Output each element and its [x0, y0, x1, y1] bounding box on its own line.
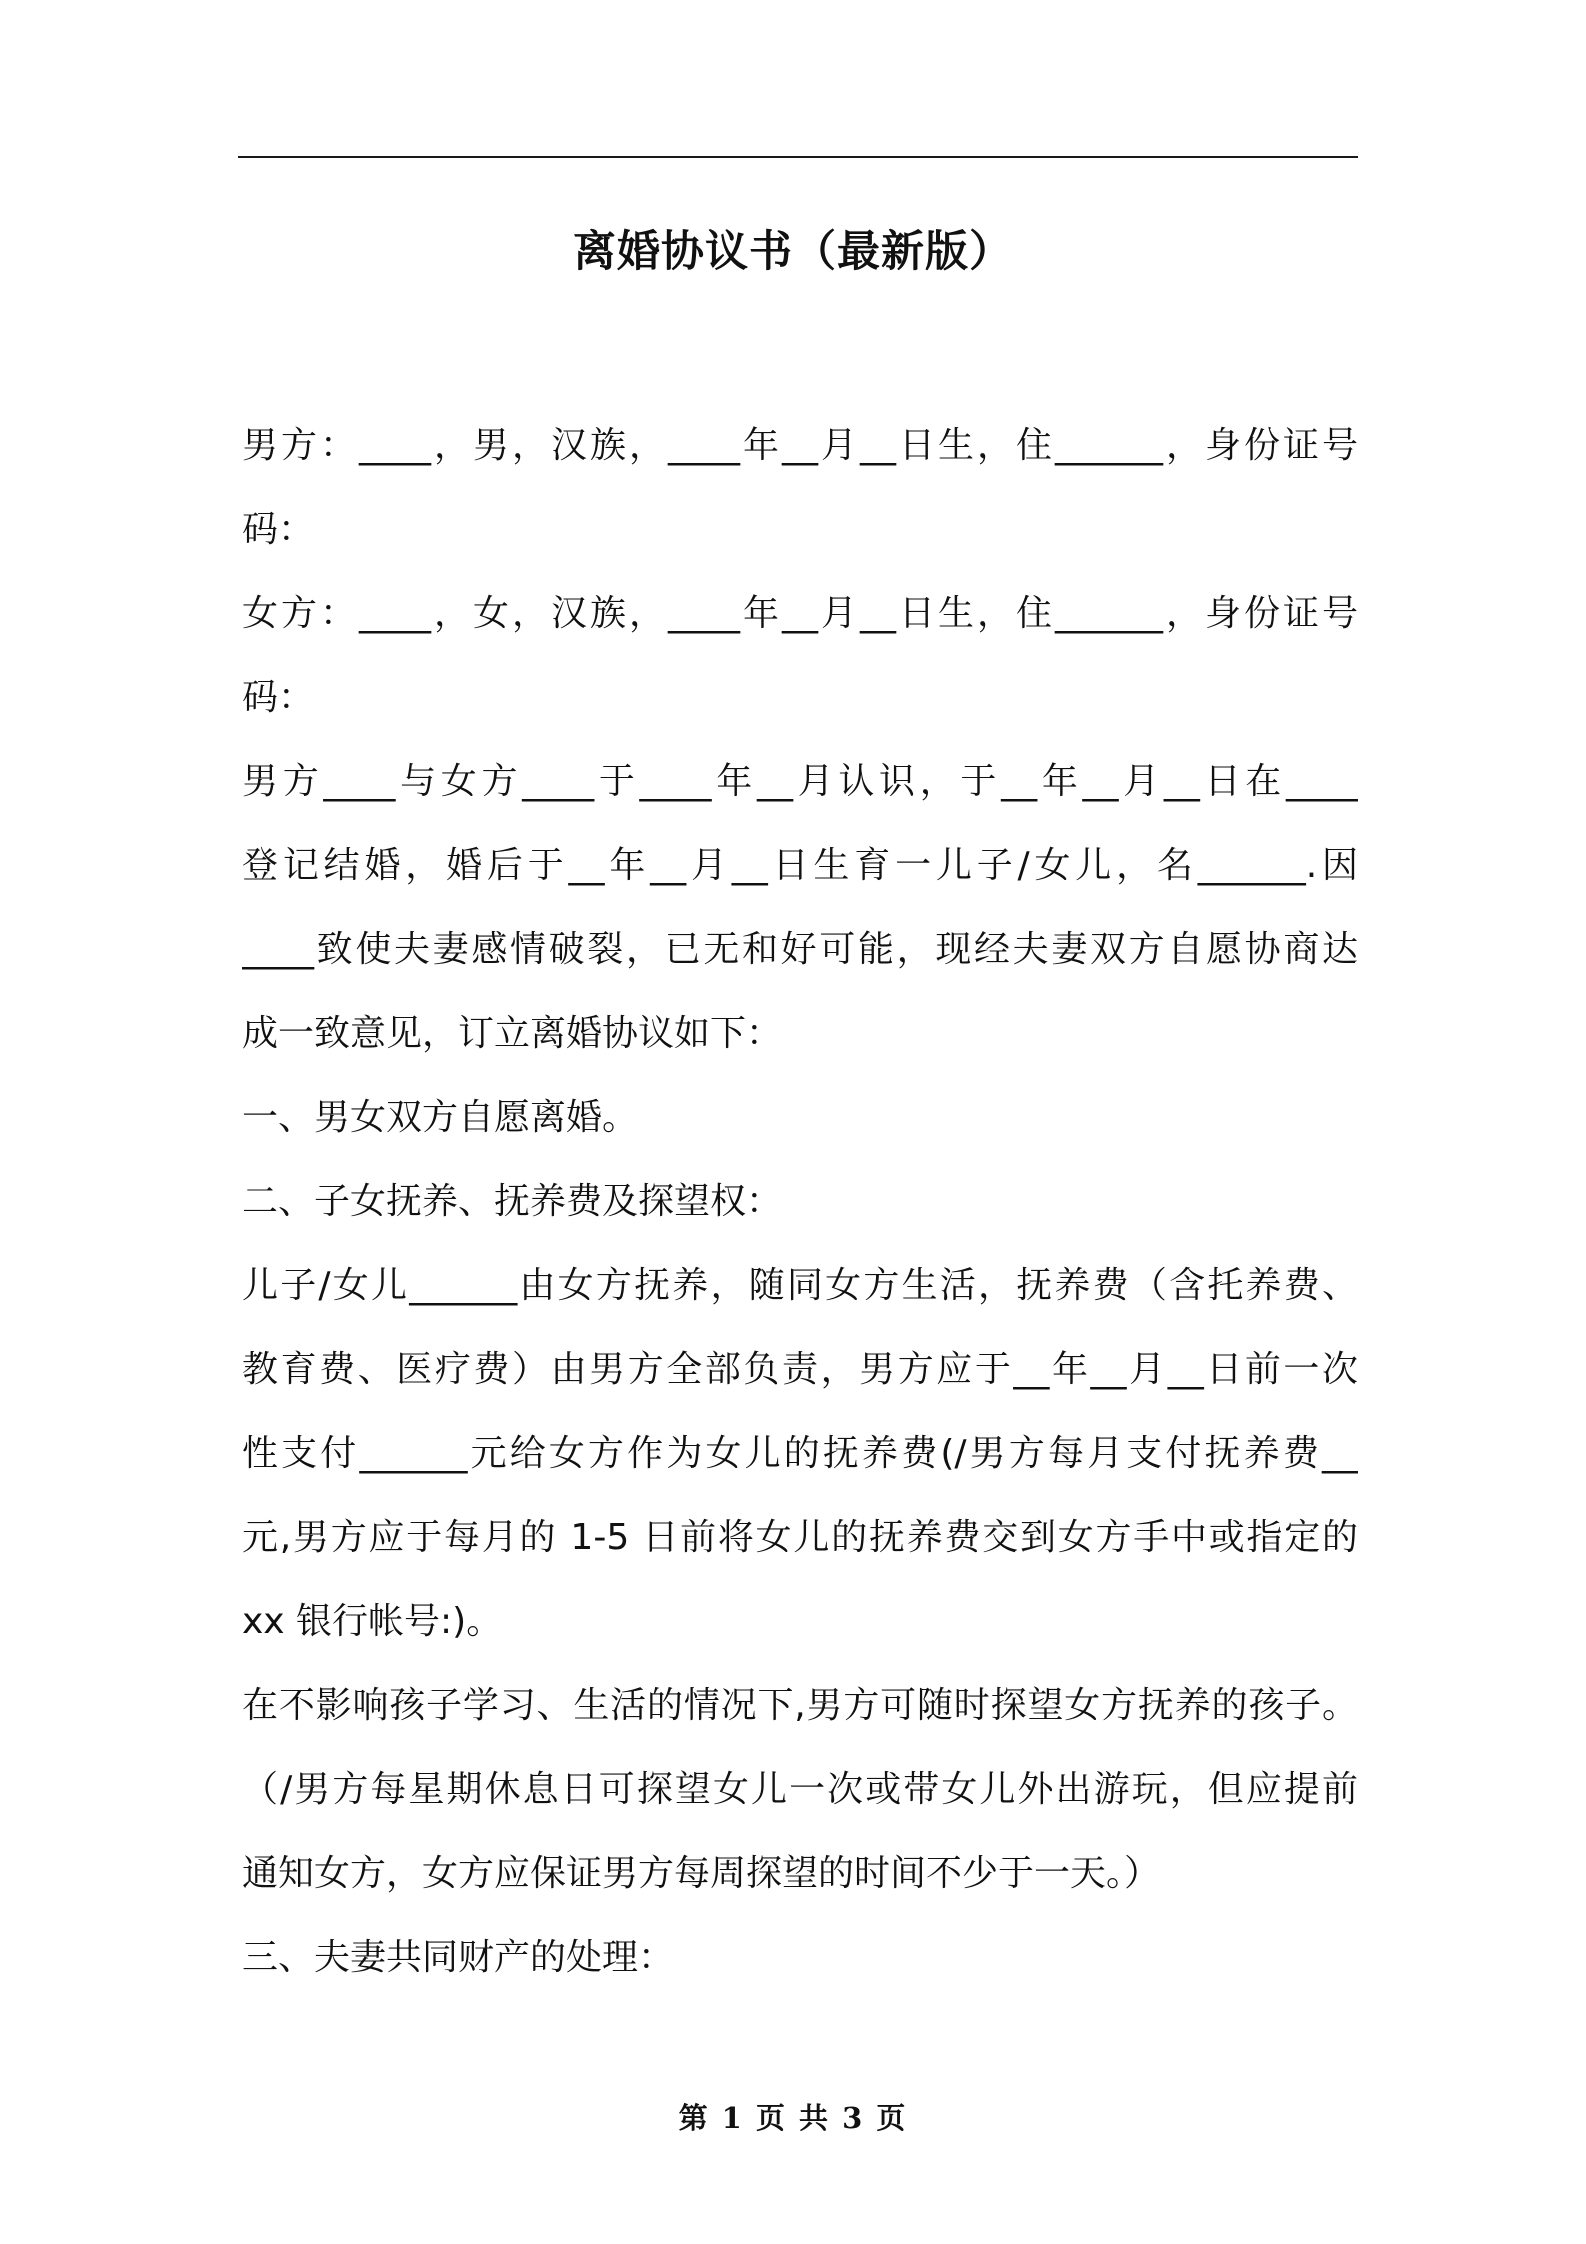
body-line: 性支付______元给女方作为女儿的抚养费(/男方每月支付抚养费__	[242, 1433, 1358, 1474]
document-title: 离婚协议书（最新版）	[573, 227, 1013, 277]
body-line: 码：	[242, 509, 315, 550]
section-heading: 三、夫妻共同财产的处理：	[242, 1937, 675, 1978]
body-line: 男方：____，男，汉族，____年__月__日生，住______，身份证号	[242, 425, 1358, 466]
body-line: 女方：____，女，汉族，____年__月__日生，住______，身份证号	[242, 593, 1358, 634]
header-rule	[238, 156, 1358, 158]
document-body	[242, 404, 1358, 2000]
body-line: 元,男方应于每月的 1-5 日前将女儿的抚养费交到女方手中或指定的	[242, 1517, 1358, 1558]
body-line: 男方____与女方____于____年__月认识，于__年__月__日在____	[242, 761, 1358, 802]
body-line: 成一致意见，订立离婚协议如下：	[242, 1013, 783, 1054]
body-line: （/男方每星期休息日可探望女儿一次或带女儿外出游玩，但应提前	[242, 1769, 1358, 1810]
body-line: 通知女方，女方应保证男方每周探望的时间不少于一天。）	[242, 1853, 1161, 1894]
body-line: 儿子/女儿______由女方抚养，随同女方生活，抚养费（含托养费、	[242, 1265, 1358, 1306]
section-heading: 一、男女双方自愿离婚。	[242, 1097, 639, 1138]
body-line: xx 银行帐号:)。	[242, 1601, 503, 1642]
body-line: 在不影响孩子学习、生活的情况下,男方可随时探望女方抚养的孩子。	[242, 1685, 1358, 1726]
body-line: 登记结婚，婚后于__年__月__日生育一儿子/女儿，名______.因	[242, 845, 1358, 886]
body-line: 码：	[242, 677, 315, 718]
page-number-footer: 第 1 页 共 3 页	[678, 2101, 908, 2135]
body-line: ____致使夫妻感情破裂，已无和好可能，现经夫妻双方自愿协商达	[242, 929, 1358, 970]
body-line: 教育费、医疗费）由男方全部负责，男方应于__年__月__日前一次	[242, 1349, 1358, 1390]
section-heading: 二、子女抚养、抚养费及探望权：	[242, 1181, 783, 1222]
